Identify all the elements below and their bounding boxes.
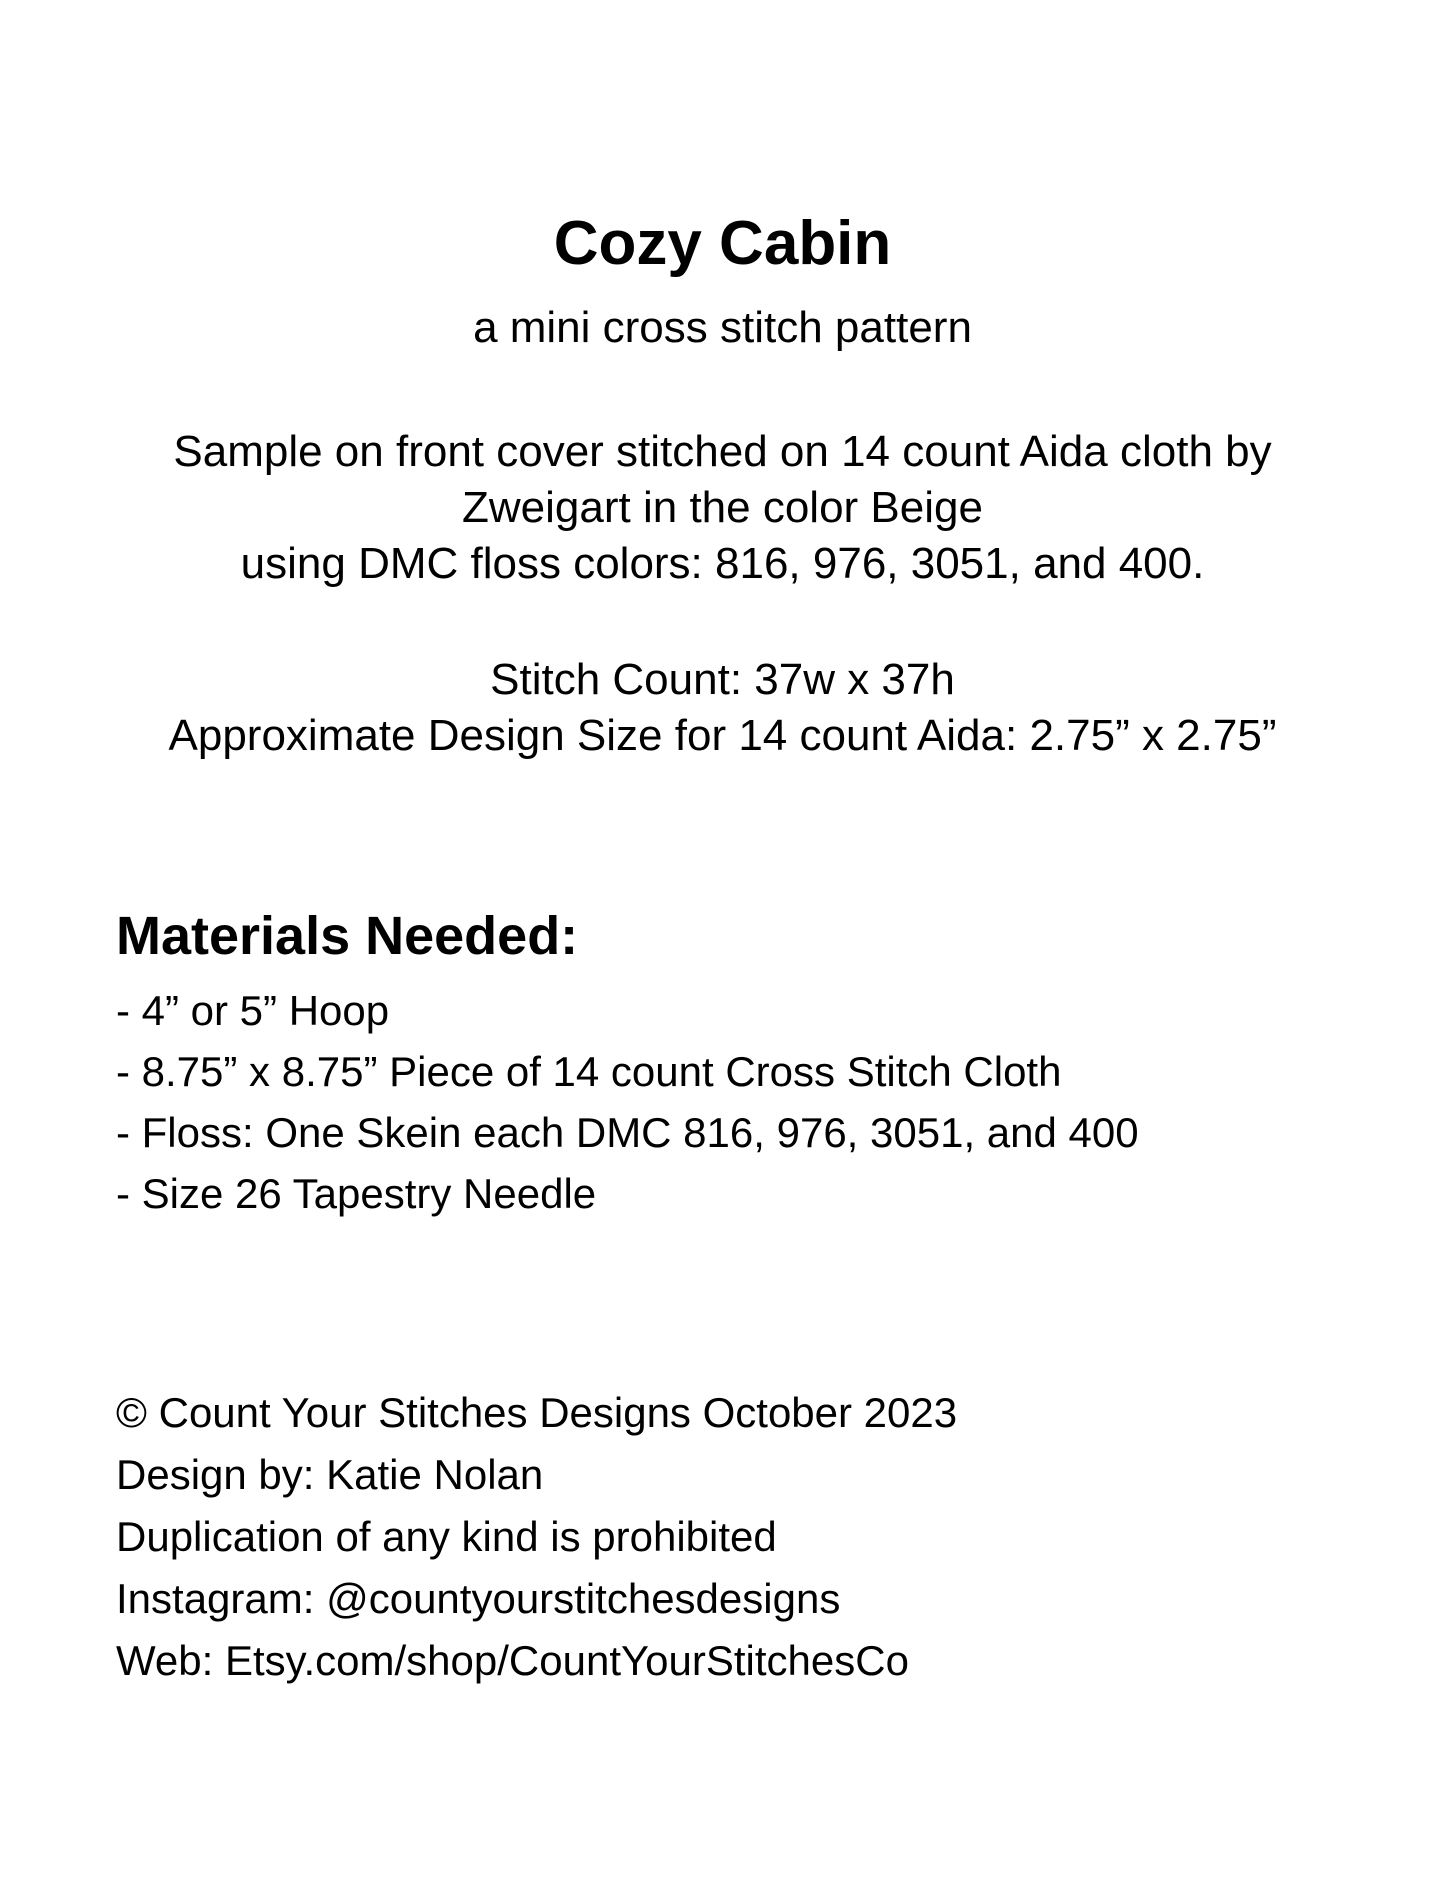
sample-description — [0, 424, 1445, 592]
footer-credits — [116, 1382, 1366, 1692]
sample-line: using DMC floss colors: 816, 976, 3051, and 400. — [240, 539, 1205, 588]
list-item: - Floss: One Skein each DMC 816, 976, 3051, and 400 — [116, 1109, 1139, 1156]
page-subtitle: a mini cross stitch pattern — [473, 303, 972, 352]
list-item: - 4” or 5” Hoop — [116, 987, 390, 1034]
copyright-line: © Count Your Stitches Designs October 2023 — [116, 1389, 958, 1436]
stitch-info — [0, 652, 1445, 764]
designer-line: Design by: Katie Nolan — [116, 1451, 544, 1498]
sample-line: Zweigart in the color Beige — [462, 483, 983, 532]
duplication-notice: Duplication of any kind is prohibited — [116, 1513, 777, 1560]
page-title: Cozy Cabin — [553, 209, 892, 278]
stitch-count: Stitch Count: 37w x 37h — [490, 655, 955, 704]
sample-line: Sample on front cover stitched on 14 count Aida cloth by — [173, 427, 1272, 476]
design-size: Approximate Design Size for 14 count Aida: 2.75” x 2.75” — [168, 711, 1277, 760]
web-line: Web: Etsy.com/shop/CountYourStitchesCo — [116, 1637, 909, 1684]
materials-heading: Materials Needed: — [116, 906, 579, 966]
list-item: - 8.75” x 8.75” Piece of 14 count Cross Stitch Cloth — [116, 1048, 1062, 1095]
list-item: - Size 26 Tapestry Needle — [116, 1170, 597, 1217]
instagram-line: Instagram: @countyourstitchesdesigns — [116, 1575, 841, 1622]
materials-list — [116, 980, 1366, 1224]
